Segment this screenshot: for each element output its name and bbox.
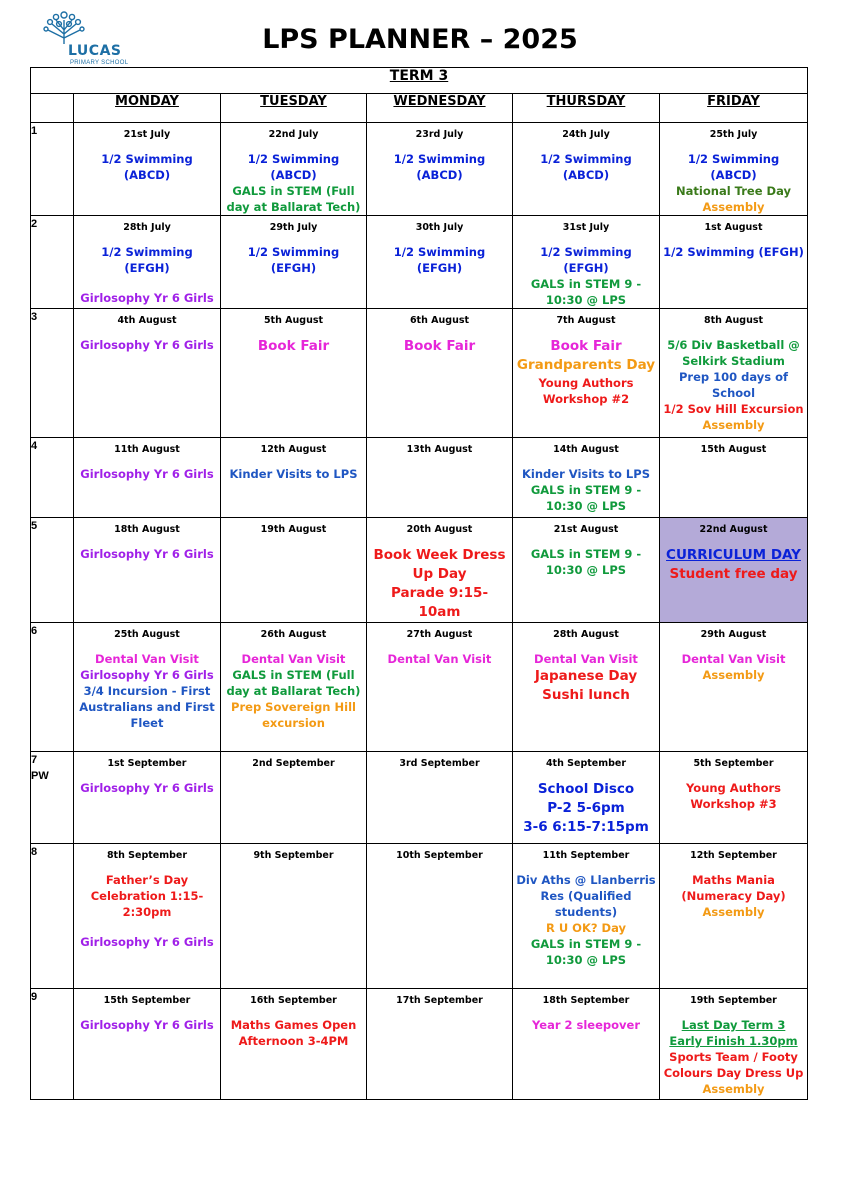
day-cell bbox=[513, 844, 660, 989]
day-cell bbox=[221, 844, 367, 989]
event-list bbox=[660, 244, 807, 260]
event-list bbox=[367, 151, 512, 183]
week-number bbox=[31, 989, 74, 1100]
event-item: Young Authors Workshop #3 bbox=[686, 781, 781, 811]
day-date: 20th August bbox=[406, 524, 473, 535]
day-cell bbox=[367, 989, 513, 1100]
event-list bbox=[74, 244, 220, 306]
week-row bbox=[31, 752, 808, 844]
day-date: 29th August bbox=[700, 629, 767, 640]
week-row bbox=[31, 989, 808, 1100]
event-item: R U OK? Day bbox=[545, 921, 626, 935]
day-date: 12th August bbox=[260, 444, 327, 455]
event-list bbox=[367, 651, 512, 667]
day-date: 16th September bbox=[250, 995, 337, 1006]
event-list bbox=[660, 780, 807, 812]
day-date: 1st August bbox=[704, 222, 763, 233]
event-item: 1/2 Swimming (EFGH) bbox=[540, 245, 632, 275]
event-list bbox=[660, 151, 807, 215]
event-list bbox=[660, 651, 807, 683]
day-date: 6th August bbox=[409, 315, 470, 326]
event-list bbox=[367, 546, 512, 622]
event-item: Girlosophy Yr 6 Girls bbox=[80, 1018, 214, 1032]
day-date: 14th August bbox=[553, 444, 619, 455]
day-cell bbox=[74, 438, 221, 518]
event-list bbox=[221, 1017, 366, 1049]
day-cell bbox=[221, 623, 367, 752]
event-item: Parade 9:15-10am bbox=[390, 585, 489, 620]
day-date: 11th September bbox=[542, 850, 630, 861]
event-list bbox=[513, 244, 659, 308]
day-date: 5th August bbox=[263, 315, 324, 326]
event-item: Prep 100 days of School bbox=[678, 370, 789, 400]
day-cell bbox=[221, 438, 367, 518]
event-item: Dental Van Visit bbox=[387, 652, 492, 666]
day-date: 25th August bbox=[114, 629, 180, 640]
day-date: 3rd September bbox=[399, 758, 480, 769]
day-cell bbox=[513, 752, 660, 844]
day-header-wednesday: WEDNESDAY bbox=[367, 94, 513, 123]
event-item: Kinder Visits to LPS bbox=[522, 467, 650, 481]
day-date: 19th August bbox=[260, 524, 327, 535]
day-cell bbox=[74, 844, 221, 989]
event-item: Last Day Term 3 bbox=[681, 1018, 786, 1032]
day-cell bbox=[74, 623, 221, 752]
event-list bbox=[513, 1017, 659, 1033]
day-header-monday: MONDAY bbox=[74, 94, 221, 123]
week-label: 6 bbox=[31, 625, 38, 637]
event-item: Dental Van Visit bbox=[241, 652, 346, 666]
event-item: School Disco bbox=[537, 781, 635, 797]
logo-subtitle: PRIMARY SCHOOL bbox=[70, 60, 129, 66]
event-item: National Tree Day bbox=[676, 184, 791, 198]
event-item: Maths Games Open Afternoon 3-4PM bbox=[230, 1018, 357, 1048]
day-cell bbox=[74, 752, 221, 844]
event-list bbox=[513, 151, 659, 183]
event-list bbox=[660, 337, 807, 433]
event-item: Girlosophy Yr 6 Girls bbox=[80, 467, 214, 481]
event-item: 1/2 Swimming (EFGH) bbox=[393, 245, 486, 275]
day-date: 7th August bbox=[556, 315, 616, 326]
event-list bbox=[513, 466, 659, 514]
event-item: Book Week Dress Up Day bbox=[373, 547, 506, 582]
day-cell bbox=[221, 518, 367, 623]
event-item: P-2 5-6pm bbox=[547, 800, 625, 816]
event-list bbox=[660, 1017, 807, 1097]
event-list bbox=[513, 872, 659, 968]
event-item: Maths Mania (Numeracy Day) bbox=[681, 873, 786, 903]
event-item: CURRICULUM DAY bbox=[666, 547, 801, 563]
week-label: 4 bbox=[31, 440, 38, 452]
event-list bbox=[221, 466, 366, 482]
day-date: 8th August bbox=[703, 315, 764, 326]
week-number bbox=[31, 216, 74, 309]
day-date: 15th August bbox=[700, 444, 767, 455]
day-cell bbox=[74, 518, 221, 623]
week-number bbox=[31, 438, 74, 518]
day-cell bbox=[660, 438, 808, 518]
week-row bbox=[31, 623, 808, 752]
day-cell bbox=[221, 752, 367, 844]
day-cell bbox=[367, 844, 513, 989]
day-date: 30th July bbox=[415, 222, 464, 233]
day-cell bbox=[660, 216, 808, 309]
day-cell bbox=[513, 123, 660, 216]
day-cell bbox=[367, 216, 513, 309]
week-label: PW bbox=[31, 770, 49, 782]
page-title: LPS PLANNER – 2025 bbox=[262, 24, 578, 55]
event-item: 3/4 Incursion - First Australians and First Fleet bbox=[79, 684, 215, 730]
event-item: Assembly bbox=[702, 1082, 765, 1096]
week-number bbox=[31, 309, 74, 438]
event-list bbox=[221, 651, 366, 731]
event-item: 1/2 Swimming (ABCD) bbox=[393, 152, 486, 182]
event-item: GALS in STEM (Full day at Ballarat Tech) bbox=[226, 184, 361, 214]
day-cell bbox=[367, 309, 513, 438]
week-row bbox=[31, 518, 808, 623]
week-number bbox=[31, 123, 74, 216]
event-item: Girlosophy Yr 6 Girls bbox=[80, 291, 214, 305]
event-item: GALS in STEM 9 - 10:30 @ LPS bbox=[530, 483, 642, 513]
event-item: Dental Van Visit bbox=[95, 652, 199, 666]
day-cell bbox=[221, 309, 367, 438]
day-cell bbox=[660, 844, 808, 989]
week-label: 9 bbox=[31, 991, 38, 1003]
day-cell bbox=[513, 623, 660, 752]
day-date: 4th September bbox=[545, 758, 627, 769]
event-item: Girlosophy Yr 6 Girls bbox=[80, 781, 214, 795]
day-cell bbox=[367, 123, 513, 216]
event-list bbox=[513, 546, 659, 578]
event-item: Book Fair bbox=[550, 338, 622, 354]
day-cell bbox=[660, 989, 808, 1100]
week-number bbox=[31, 518, 74, 623]
day-date: 18th August bbox=[114, 524, 180, 535]
event-item: 1/2 Swimming (ABCD) bbox=[247, 152, 340, 182]
day-cell bbox=[660, 309, 808, 438]
week-column-header bbox=[31, 94, 74, 123]
event-item: Book Fair bbox=[257, 338, 330, 354]
day-cell bbox=[221, 216, 367, 309]
event-list bbox=[74, 1017, 220, 1033]
day-date: 28th August bbox=[553, 629, 619, 640]
day-cell bbox=[221, 123, 367, 216]
event-item: Sushi lunch bbox=[542, 687, 630, 703]
day-date: 22nd July bbox=[268, 129, 319, 140]
week-row bbox=[31, 438, 808, 518]
event-item: GALS in STEM 9 - 10:30 @ LPS bbox=[530, 937, 642, 967]
event-list bbox=[513, 780, 659, 837]
event-item: 1/2 Swimming (ABCD) bbox=[687, 152, 780, 182]
day-date: 21st August bbox=[553, 524, 619, 535]
event-item: Assembly bbox=[702, 905, 765, 919]
day-cell bbox=[513, 518, 660, 623]
event-list bbox=[221, 244, 366, 276]
day-date: 24th July bbox=[562, 129, 610, 140]
event-item: GALS in STEM 9 - 10:30 @ LPS bbox=[530, 277, 642, 307]
day-date: 1st September bbox=[107, 758, 187, 769]
day-date: 8th September bbox=[106, 850, 188, 861]
event-item: Early Finish 1.30pm bbox=[669, 1034, 798, 1048]
day-cell bbox=[367, 438, 513, 518]
day-date: 15th September bbox=[103, 995, 191, 1006]
event-item: Year 2 sleepover bbox=[532, 1018, 640, 1032]
day-date: 18th September bbox=[542, 995, 630, 1006]
event-item: 3-6 6:15-7:15pm bbox=[523, 819, 649, 835]
event-item: Father’s Day Celebration 1:15-2:30pm bbox=[90, 873, 204, 919]
event-list bbox=[74, 546, 220, 562]
school-logo bbox=[38, 10, 129, 66]
day-date: 12th September bbox=[690, 850, 777, 861]
day-date: 27th August bbox=[406, 629, 473, 640]
day-date: 19th September bbox=[690, 995, 777, 1006]
day-cell bbox=[74, 123, 221, 216]
week-label: 2 bbox=[31, 218, 38, 230]
event-item: Assembly bbox=[702, 418, 765, 432]
day-header-friday: FRIDAY bbox=[660, 94, 808, 123]
day-cell bbox=[513, 989, 660, 1100]
event-item: Japanese Day bbox=[534, 668, 638, 684]
event-item: Dental Van Visit bbox=[534, 652, 638, 666]
event-list bbox=[221, 151, 366, 215]
day-header-thursday: THURSDAY bbox=[513, 94, 660, 123]
day-date: 10th September bbox=[396, 850, 483, 861]
day-cell bbox=[660, 752, 808, 844]
day-cell bbox=[367, 623, 513, 752]
event-item: Girlosophy Yr 6 Girls bbox=[80, 547, 214, 561]
week-row bbox=[31, 844, 808, 989]
event-item: Prep Sovereign Hill excursion bbox=[231, 700, 356, 730]
day-cell bbox=[367, 518, 513, 623]
day-cell bbox=[513, 438, 660, 518]
week-label: 8 bbox=[31, 846, 38, 858]
day-date: 26th August bbox=[260, 629, 327, 640]
event-item: Grandparents Day bbox=[516, 357, 656, 373]
day-date: 17th September bbox=[396, 995, 483, 1006]
day-cell bbox=[74, 989, 221, 1100]
week-label: 3 bbox=[31, 311, 38, 323]
day-date: 11th August bbox=[114, 444, 180, 455]
day-cell bbox=[74, 216, 221, 309]
event-list bbox=[221, 337, 366, 356]
week-row bbox=[31, 216, 808, 309]
day-cell bbox=[660, 123, 808, 216]
day-date: 25th July bbox=[709, 129, 758, 140]
event-list bbox=[367, 337, 512, 356]
week-number bbox=[31, 844, 74, 989]
event-item: Student free day bbox=[669, 566, 798, 582]
event-item: Assembly bbox=[702, 668, 765, 682]
event-list bbox=[74, 466, 220, 482]
term-planner-table bbox=[30, 67, 808, 1100]
day-date: 23rd July bbox=[415, 129, 464, 140]
day-header-tuesday: TUESDAY bbox=[221, 94, 367, 123]
event-list bbox=[74, 872, 220, 950]
day-date: 9th September bbox=[253, 850, 334, 861]
day-cell bbox=[513, 216, 660, 309]
event-list bbox=[513, 337, 659, 407]
day-date: 22nd August bbox=[699, 524, 768, 535]
event-item: Girlosophy Yr 6 Girls bbox=[80, 338, 214, 352]
event-list bbox=[513, 651, 659, 705]
event-list bbox=[367, 244, 512, 276]
day-date: 29th July bbox=[269, 222, 318, 233]
week-label: 7 bbox=[31, 754, 38, 766]
event-item: Girlosophy Yr 6 Girls bbox=[80, 935, 214, 949]
term-heading: TERM 3 bbox=[31, 68, 808, 94]
event-list bbox=[74, 337, 220, 353]
event-item: Book Fair bbox=[403, 338, 476, 354]
event-item: Sports Team / Footy Colours Day Dress Up bbox=[663, 1050, 804, 1080]
day-date: 28th July bbox=[123, 222, 171, 233]
event-item: 1/2 Swimming (ABCD) bbox=[101, 152, 193, 182]
event-list bbox=[660, 546, 807, 584]
day-date: 2nd September bbox=[252, 758, 335, 769]
day-cell bbox=[367, 752, 513, 844]
event-item: 1/2 Swimming (EFGH) bbox=[663, 245, 804, 259]
tree-logo-icon bbox=[42, 10, 86, 46]
week-number bbox=[31, 623, 74, 752]
day-date: 13th August bbox=[406, 444, 473, 455]
day-cell bbox=[513, 309, 660, 438]
week-row bbox=[31, 123, 808, 216]
week-label: 5 bbox=[31, 520, 38, 532]
event-item: Assembly bbox=[702, 200, 765, 214]
day-cell bbox=[660, 623, 808, 752]
week-row bbox=[31, 309, 808, 438]
event-list bbox=[74, 780, 220, 796]
event-item: Girlosophy Yr 6 Girls bbox=[80, 668, 214, 682]
event-item: Dental Van Visit bbox=[681, 652, 786, 666]
event-item: 1/2 Swimming (EFGH) bbox=[101, 245, 193, 275]
event-item: 1/2 Sov Hill Excursion bbox=[663, 402, 804, 416]
day-date: 5th September bbox=[693, 758, 774, 769]
day-cell bbox=[221, 989, 367, 1100]
week-number bbox=[31, 752, 74, 844]
event-list bbox=[74, 151, 220, 183]
event-item: 1/2 Swimming (EFGH) bbox=[247, 245, 340, 275]
day-cell bbox=[74, 309, 221, 438]
event-item: Young Authors Workshop #2 bbox=[538, 376, 634, 406]
day-date: 31st July bbox=[562, 222, 610, 233]
event-list bbox=[660, 872, 807, 920]
event-item: 5/6 Div Basketball @ Selkirk Stadium bbox=[667, 338, 800, 368]
day-date: 4th August bbox=[117, 315, 177, 326]
logo-name: LUCAS bbox=[68, 43, 122, 59]
week-label: 1 bbox=[31, 125, 38, 137]
event-item: Kinder Visits to LPS bbox=[229, 467, 358, 481]
event-list bbox=[74, 651, 220, 731]
day-date: 21st July bbox=[123, 129, 171, 140]
event-item: GALS in STEM (Full day at Ballarat Tech) bbox=[226, 668, 361, 698]
day-cell bbox=[660, 518, 808, 623]
event-item: GALS in STEM 9 - 10:30 @ LPS bbox=[530, 547, 642, 577]
event-item: 1/2 Swimming (ABCD) bbox=[540, 152, 632, 182]
event-item: Div Aths @ Llanberris Res (Qualified students) bbox=[516, 873, 656, 919]
